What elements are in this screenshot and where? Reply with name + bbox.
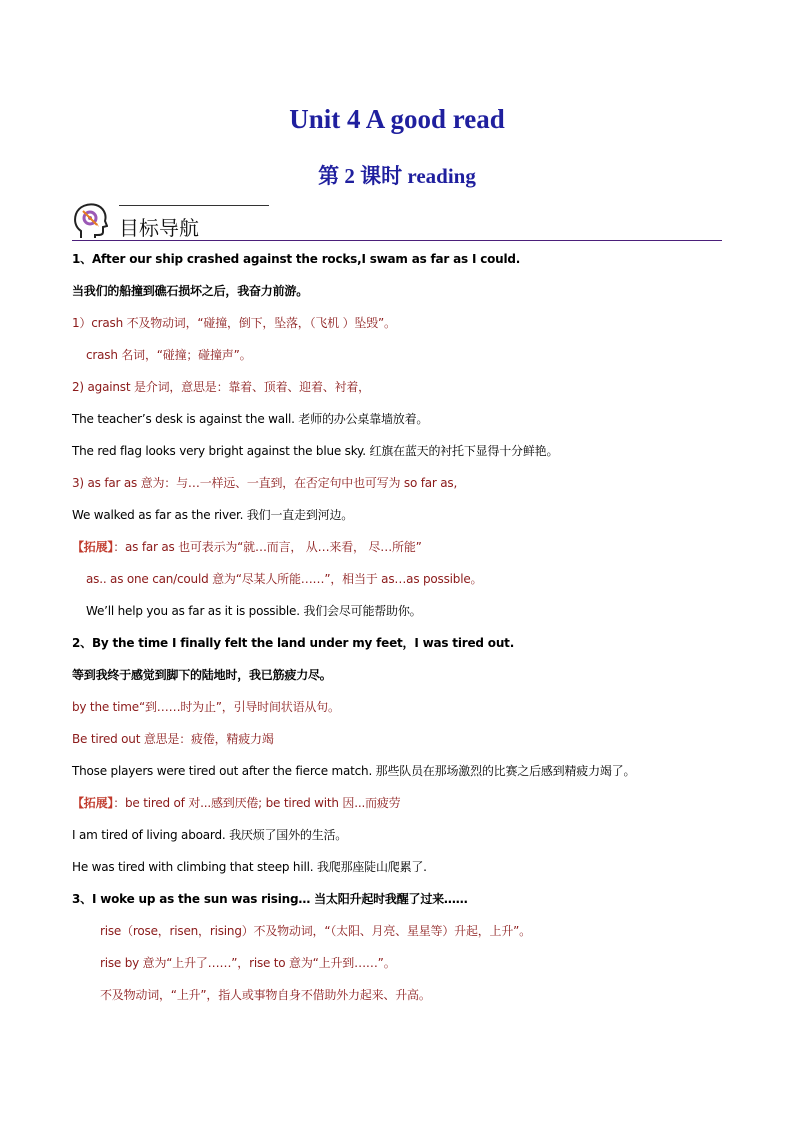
extension-tag: 【拓展】 bbox=[72, 796, 114, 810]
note-as-as-one-can: as.. as one can/could 意为“尽某人所能……”，相当于 as…as possible。 bbox=[86, 572, 483, 586]
example-tired-out: Those players were tired out after the fierce match. 那些队员在那场激烈的比赛之后感到精疲力竭了。 bbox=[72, 764, 636, 778]
extension-tag: 【拓展】 bbox=[72, 540, 114, 554]
example-as-far-as-possible: We’ll help you as far as it is possible. 我们会尽可能帮助你。 bbox=[86, 604, 422, 618]
example-tired-with: He was tired with climbing that steep hill. 我爬那座陡山爬累了. bbox=[72, 860, 427, 874]
extension-as-far-as: 【拓展】：as far as 也可表示为“就…而言， 从…来看， 尽…所能” bbox=[72, 540, 422, 554]
example-tired-of: I am tired of living aboard. 我厌烦了国外的生活。 bbox=[72, 828, 348, 842]
section-divider bbox=[72, 240, 722, 241]
section-label: 目标导航 bbox=[119, 216, 199, 240]
note-rise-by-to: rise by 意为“上升了……”，rise to 意为“上升到……”。 bbox=[100, 956, 396, 970]
item-1-sentence: 1、After our ship crashed against the rocks,I swam as far as I could. bbox=[72, 252, 521, 266]
page-title: Unit 4 A good read bbox=[289, 104, 505, 134]
note-rise: rise（rose，risen，rising）不及物动词，“（太阳、月亮、星星等）升起，上升”。 bbox=[100, 924, 531, 938]
note-tired-out: Be tired out 意思是：疲倦，精疲力竭 bbox=[72, 732, 274, 746]
extension-tired: 【拓展】：be tired of 对...感到厌倦; be tired with 因...而疲劳 bbox=[72, 796, 401, 810]
item-1-translation: 当我们的船撞到礁石损坏之后，我奋力前游。 bbox=[72, 284, 309, 298]
section-header bbox=[72, 202, 722, 244]
example-against-2: The red flag looks very bright against the blue sky. 红旗在蓝天的衬托下显得十分鲜艳。 bbox=[72, 444, 559, 458]
note-by-the-time: by the time“到……时为止”，引导时间状语从句。 bbox=[72, 700, 340, 714]
note-against: 2) against 是介词，意思是：靠着、顶着、迎着、衬着， bbox=[72, 380, 370, 394]
page-subtitle: 第 2 课时 reading bbox=[318, 164, 476, 188]
item-2-translation: 等到我终于感觉到脚下的陆地时，我已筋疲力尽。 bbox=[72, 668, 332, 682]
item-2-sentence: 2、By the time I finally felt the land under my feet，I was tired out. bbox=[72, 636, 515, 650]
example-as-far-as: We walked as far as the river. 我们一直走到河边。 bbox=[72, 508, 354, 522]
note-rise-intransitive: 不及物动词，“上升”，指人或事物自身不借助外力起来、升高。 bbox=[100, 988, 431, 1002]
note-crash-noun: crash 名词，“碰撞；碰撞声”。 bbox=[86, 348, 252, 362]
example-against-1: The teacher’s desk is against the wall. 老师的办公桌靠墙放着。 bbox=[72, 412, 429, 426]
note-as-far-as: 3) as far as 意为：与…一样远、一直到，在否定句中也可写为 so far as, bbox=[72, 476, 458, 490]
section-overline bbox=[119, 205, 269, 206]
target-head-icon bbox=[72, 202, 108, 244]
note-crash-verb: 1）crash 不及物动词，“碰撞，倒下，坠落，（飞机 ）坠毁”。 bbox=[72, 316, 396, 330]
item-3-sentence: 3、I woke up as the sun was rising… 当太阳升起时我醒了过来…… bbox=[72, 892, 468, 906]
